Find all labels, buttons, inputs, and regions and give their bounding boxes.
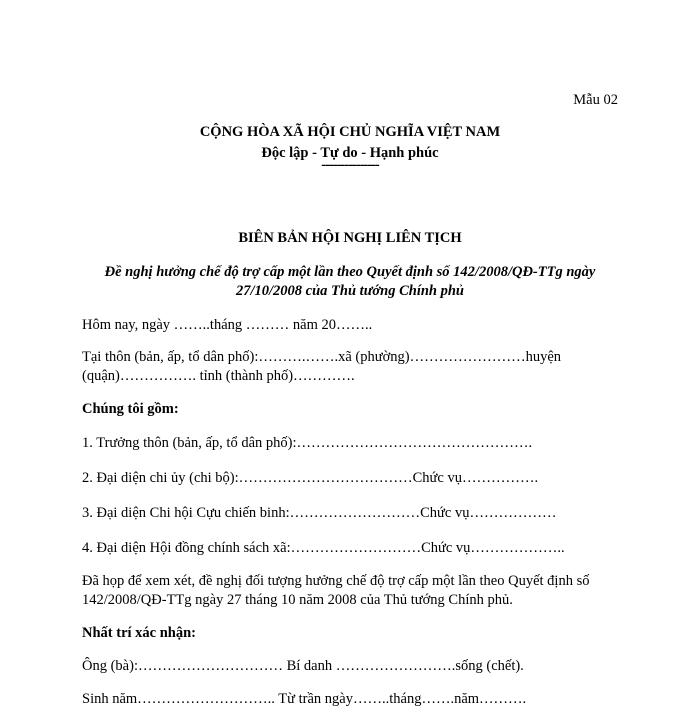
member-line-4: 4. Đại diện Hội đồng chính sách xã:………………………Chức vụ……………….. bbox=[82, 540, 565, 556]
birth-line: Sinh năm……………………….. Từ trần ngày……..tháng…….năm………. bbox=[82, 691, 527, 707]
document-subtitle-line-2: 27/10/2008 của Thủ tướng Chính phủ bbox=[236, 283, 464, 299]
member-line-1: 1. Trưởng thôn (bản, ấp, tổ dân phố):…………………………………………. bbox=[82, 435, 533, 451]
confirm-heading: Nhất trí xác nhận: bbox=[82, 625, 196, 641]
review-line-1: Đã họp để xem xét, đề nghị đối tượng hưởng chế độ trợ cấp một lần theo Quyết định số bbox=[82, 573, 590, 589]
document-subtitle-line-1: Đề nghị hưởng chế độ trợ cấp một lần theo Quyết định số 142/2008/QĐ-TTg ngày bbox=[104, 264, 596, 280]
person-line: Ông (bà):………………………… Bí danh …………………….sống (chết). bbox=[82, 658, 524, 674]
review-line-2: 142/2008/QĐ-TTg ngày 27 tháng 10 năm 2008 của Thủ tướng Chính phủ. bbox=[82, 592, 513, 608]
header-rule: --------------- bbox=[321, 157, 379, 173]
country-name: CỘNG HÒA XÃ HỘI CHỦ NGHĨA VIỆT NAM bbox=[199, 124, 501, 140]
document-title: BIÊN BẢN HỘI NGHỊ LIÊN TỊCH bbox=[238, 230, 462, 246]
member-line-2: 2. Đại diện chi ủy (chi bộ):………………………………Chức vụ……………. bbox=[82, 470, 539, 486]
meeting-location-line-2: (quận)……………. tỉnh (thành phố)…………. bbox=[82, 368, 355, 384]
form-code: Mẫu 02 bbox=[573, 92, 618, 108]
meeting-date-line: Hôm nay, ngày ……..tháng ……… năm 20…….. bbox=[82, 317, 373, 333]
member-line-3: 3. Đại diện Chi hội Cựu chiến binh:………………………Chức vụ……………… bbox=[82, 505, 557, 521]
members-heading: Chúng tôi gồm: bbox=[82, 401, 179, 417]
meeting-location-line-1: Tại thôn (bản, ấp, tổ dân phố):……….…….xã (phường)……………………huyện bbox=[82, 349, 562, 365]
national-motto: Độc lập - Tự do - Hạnh phúc bbox=[261, 145, 439, 161]
